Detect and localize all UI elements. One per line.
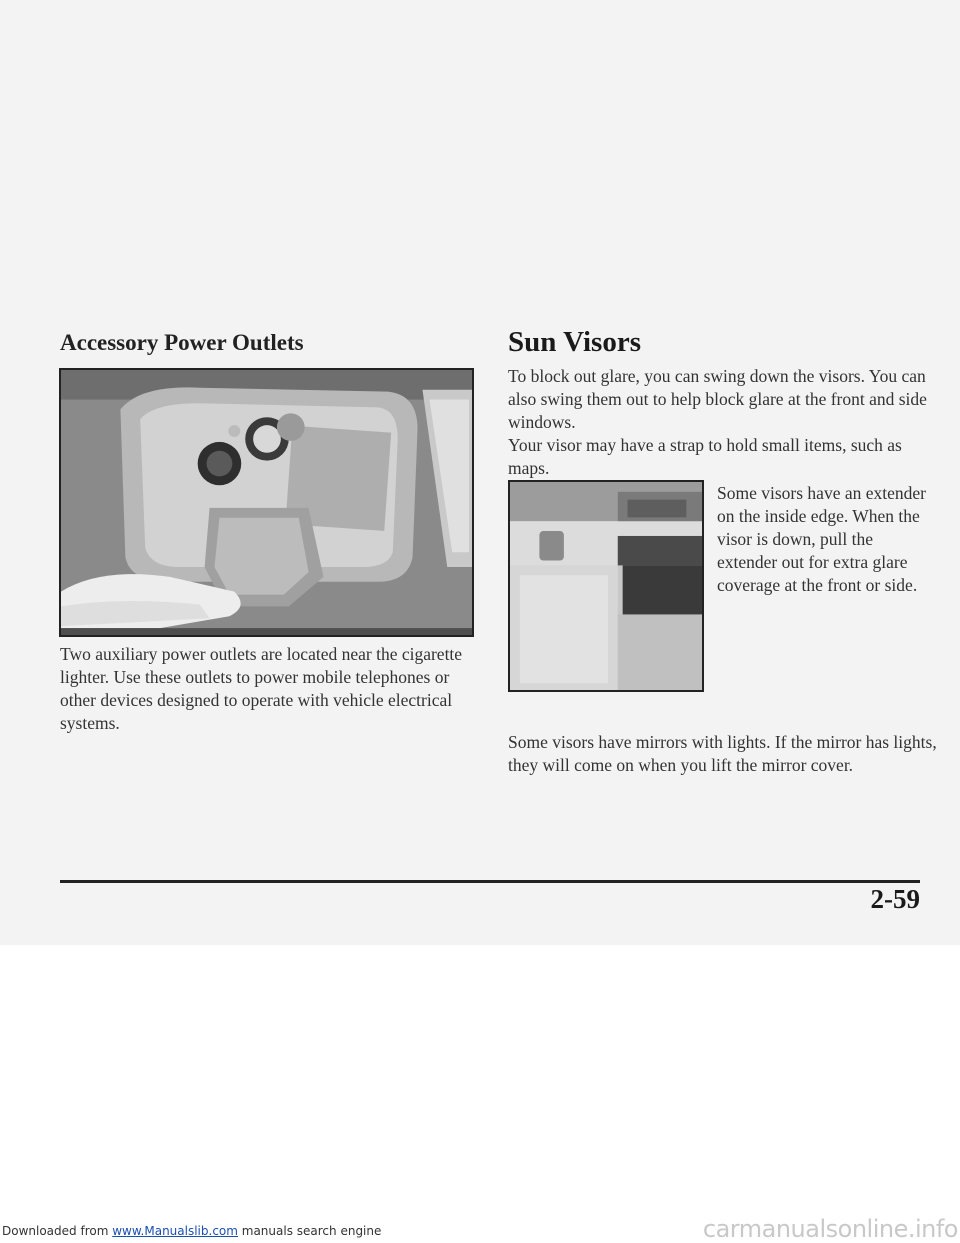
sun-visor-photo (508, 480, 704, 692)
download-footer (2, 1224, 381, 1238)
footer-suffix: manuals search engine (237, 1224, 382, 1238)
sun-visor-paragraph-strap: Your visor may have a strap to hold small items, such as maps. (508, 435, 902, 478)
footer-rule (60, 880, 920, 883)
sun-visor-paragraph-mirrors: Some visors have mirrors with lights. If the mirror has lights, they will come on when you lift the mirror cover. (508, 732, 937, 775)
sun-visor-paragraph-extender: Some visors have an extender on the inside edge. When the visor is down, pull the extender out for extra glare coverage at the front or side. (717, 483, 926, 595)
power-outlets-photo (59, 368, 474, 637)
sun-visor-paragraph-glare: To block out glare, you can swing down the visors. You can also swing them out to help block glare at the front and side windows. (508, 366, 927, 432)
footer-prefix: Downloaded from (2, 1224, 113, 1238)
power-outlets-description: Two auxiliary power outlets are located near the cigarette lighter. Use these outlets to power mobile telephones or other devices designed to operate with vehicle electrical systems. (60, 644, 463, 733)
section-heading-accessory-power-outlets: Accessory Power Outlets (60, 330, 304, 355)
manualslib-link[interactable]: www.Manualslib.com (112, 1224, 238, 1238)
watermark-text: carmanualsonline.info (702, 1215, 958, 1243)
section-heading-sun-visors: Sun Visors (508, 326, 641, 358)
page-number: 2-59 (870, 884, 920, 914)
